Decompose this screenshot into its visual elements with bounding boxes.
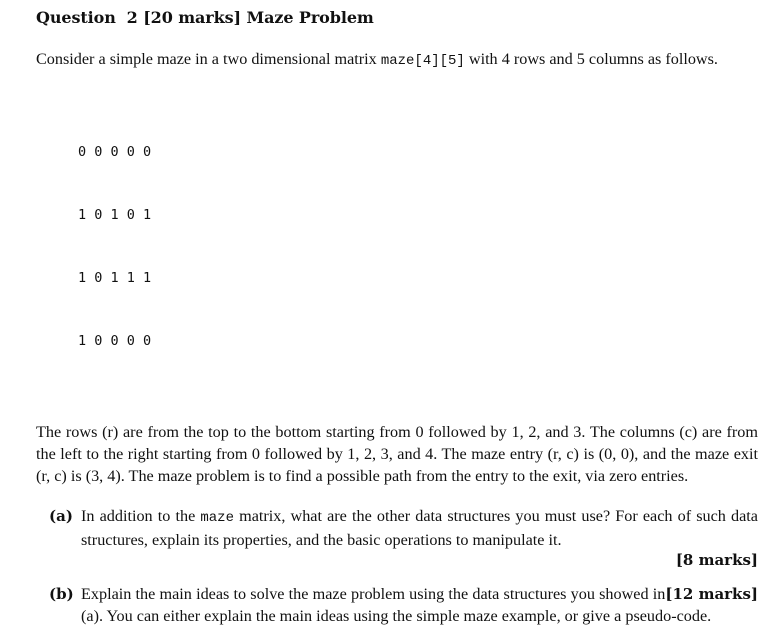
matrix-row: 1 0 1 0 1 <box>78 207 152 223</box>
intro-text-before: Consider a simple maze in a two dimensional matrix <box>36 50 381 68</box>
part-b-body: Explain the main ideas to solve the maze problem using the data structures you showed in (a). You can either explain the main ideas using the simple maze example, or give a pseudo-code. <box>81 585 712 625</box>
part-a-text <box>81 505 758 551</box>
intro-text-after: with 4 rows and 5 columns as follows. <box>464 50 718 68</box>
part-a-marks: [8 marks] <box>675 551 758 569</box>
matrix-row: 0 0 0 0 0 <box>78 144 152 160</box>
description-paragraph: The rows (r) are from the top to the bottom starting from 0 followed by 1, 2, and 3. The columns (c) are from the left to the right starting from 0 followed by 1, 2, 3, and 4. The maze entry (r, c) is (0, 0), and the maze exit (r, c) is (3, 4). The maze problem is to find a possible path from the entry to the exit, via zero entries. <box>36 423 758 485</box>
part-b-marks: [12 marks] <box>665 585 758 603</box>
question-topic: Maze Problem <box>246 8 374 27</box>
question-marks: [20 marks] <box>143 8 242 27</box>
part-b <box>36 583 758 627</box>
question-page <box>36 8 758 627</box>
part-b-text <box>81 583 758 627</box>
part-a-label: (a) <box>49 507 73 525</box>
matrix-row: 1 0 0 0 0 <box>78 333 152 349</box>
part-a <box>36 505 758 569</box>
maze-matrix <box>78 100 758 394</box>
intro-paragraph <box>36 48 758 72</box>
question-heading <box>36 8 758 27</box>
part-a-code: maze <box>200 510 234 526</box>
question-number: Question 2 <box>36 8 138 27</box>
part-a-text-before: In addition to the <box>81 507 201 525</box>
part-a-text-after: matrix, what are the other data structures you must use? For each of such data structures, explain its properties, and the basic operations to manipulate it. <box>81 507 758 549</box>
matrix-row: 1 0 1 1 1 <box>78 270 152 286</box>
intro-code: maze[4][5] <box>380 53 465 69</box>
part-b-label: (b) <box>49 585 74 603</box>
